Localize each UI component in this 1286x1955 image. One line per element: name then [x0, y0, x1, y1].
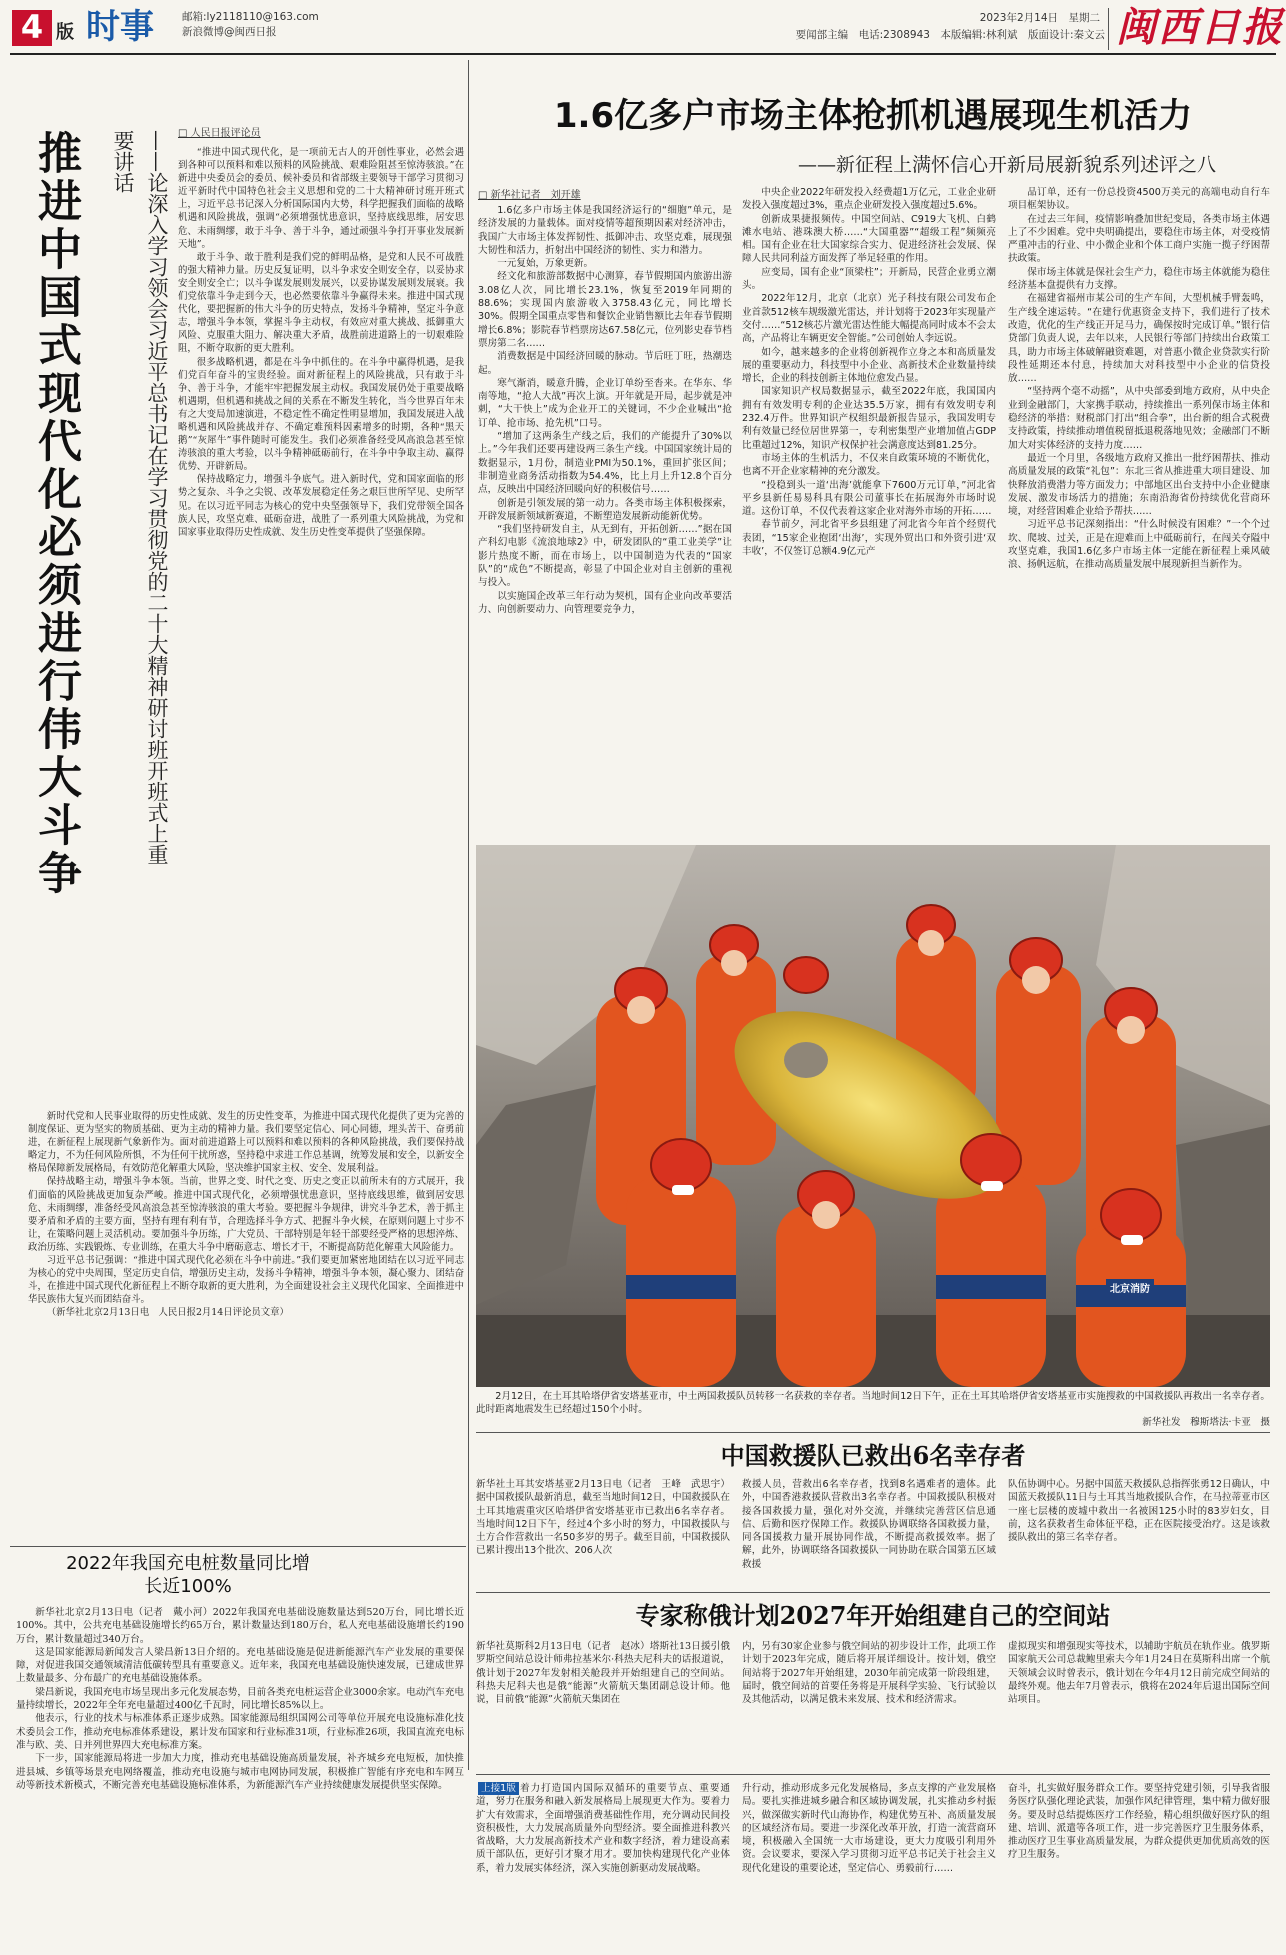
russia-rule [476, 1592, 1270, 1593]
paragraph: 市场主体的生机活力，不仅来自政策环境的不断优化，也离不开企业家精神的充分激发。 [742, 452, 996, 478]
column-divider [468, 60, 469, 1770]
rescue-col-1: 新华社土耳其安塔基亚2月13日电（记者 王峰 武思宇）据中国救援队最新消息，截至当地时间12日，中国救援队在土耳其地震重灾区哈塔伊省安塔基亚市已救出6名幸存者。当地时间12日下午，经过4个多小时的努力，中国救援队与土方合作营救出一名50多岁的男子。截至目前，中国救援队已累计搜出13个批次、206人次 [476, 1479, 730, 1557]
lead-story [470, 60, 1276, 860]
paragraph: 他表示，行业的技术与标准体系正逐步成熟。国家能源局组织国网公司等单位开展充电设施标准化技术委员会工作，推动充电标准体系建设，累计发布国家和行业标准31项，行业标准26项，我国直流充电标准与欧、美、日并列世界四大充电标准方案。 [16, 1713, 464, 1751]
paragraph: 寒气渐消，暖意升腾，企业订单纷至沓来。在华东、华南等地，“抢人大战”再次上演。开年就是开局，起步就是冲刺，“大干快上”成为企业开工的关键词，不少企业喊出“抢订单、抢市场、抢先机”口号。 [478, 377, 732, 429]
editorial-byline: □ 人民日报评论员 [178, 128, 261, 139]
paragraph: 创新成果捷报频传。中国空间站、C919大飞机、白鹤滩水电站、港珠澳大桥……“大国重器”“超级工程”频频亮相。国有企业在壮大国家综合实力、促进经济社会发展、保障人民共同利益方面发挥了举足轻重的作用。 [742, 213, 996, 265]
lead-col-1 [478, 204, 732, 864]
masthead-divider [1108, 8, 1109, 50]
contact-info [182, 10, 319, 40]
paragraph: 新华社北京2月13日电（记者 戴小河）2022年我国充电基础设施数量达到520万台，同比增长近100%。其中，公共充电基础设施增长约65万台，累计数量达到180万台，私人充电基础设施增长约190万台，累计数量超过340万台。 [16, 1607, 464, 1645]
charging-body [16, 1606, 464, 1946]
russia-col-1: 新华社莫斯科2月13日电（记者 赵冰）塔斯社13日援引俄罗斯空间站总设计师弗拉基米尔·科热夫尼科夫的话报道说，俄计划于2027年发射相关舱段并开始组建自己的空间站。科热夫尼科夫也是俄“能源”火箭航天集团副总设计师。他说，目前俄“能源”火箭航天集团在 [476, 1641, 730, 1706]
paragraph: 新时代党和人民事业取得的历史性成就、发生的历史性变革，为推进中国式现代化提供了更为完善的制度保证、更为坚实的物质基础、更为主动的精神力量。我们要坚定信心、同心同德，埋头苦干、奋勇前进，在新征程上展现新气象新作为。面对前进道路上可以预料和难以预料的各种风险挑战，我们要保持战略定力，不为任何风险所惧，不为任何干扰所惑，坚持稳中求进工作总基调，统筹发展和安全，以新安全格局保障新发展格局，有效防范化解重大风险，坚决维护国家主权、安全、发展利益。 [28, 1111, 464, 1175]
newspaper-name: 闽西日报 [1116, 4, 1284, 51]
paragraph: “增加了这两条生产线之后，我们的产能提升了30%以上。”今年我们还要再建设两三条生产线。中国国家统计局的数据显示，1月份，制造业PMI为50.1%，重回扩张区间；非制造业商务活动指数为54.4%，比上月上升12.8个百分点，反映出中国经济回暖向好的积极信号…… [478, 431, 732, 496]
photo-credit: 新华社发 穆斯塔法·卡亚 摄 [1142, 1417, 1270, 1428]
date-line: 2023年2月14日 星期二 [979, 12, 1100, 24]
rescue-photo-image [476, 845, 1270, 1387]
paragraph: 2022年12月，北京（北京）光子科技有限公司发布企业首款512核车规级激光雷达，并计划将于2023年实现量产交付……“512核芯片激光雷达性能大幅提高同时成本不会太高，产品将让车辆更安全智能。”公司创始人李远说。 [742, 293, 996, 345]
paragraph: “我们坚持研发自主，从无到有，开拓创新……”据在国产科幻电影《流浪地球2》中，研发团队的“重工业美学”让影片热度不断，而在市场上，以中国制造为代表的“国家队”的“成色”不断提高，彰显了中国企业对自主创新的重视与投入。 [478, 524, 732, 589]
paragraph: 消费数据是中国经济回暖的脉动。节后旺丁旺，热潮迭起。 [478, 351, 732, 376]
rescue-rule [476, 1432, 1270, 1433]
email[interactable]: ly2118110@163.com [206, 11, 319, 23]
lead-byline: □ 新华社记者 刘开雄 [478, 190, 581, 201]
paragraph: 在福建省福州市某公司的生产车间，大型机械手臂轰鸣，生产线全速运转。“在建行优惠资金支持下，我们进行了技术改造，优化的生产线正开足马力，确保按时完成订单。”银行信贷部门负责人说，去年以来，人民银行等部门持续出台政策工具，助力市场主体破解融资难题，对普惠小微企业贷款实行阶段性延期还本付息，持续加大对科技型中小企业的信贷投放…… [1008, 293, 1270, 385]
masthead-rule [10, 53, 1276, 55]
paragraph: 以实施国企改革三年行动为契机，国有企业向改革要活力、向创新要动力、向管理要竞争力， [478, 590, 732, 615]
page-unit: 版 [56, 22, 74, 43]
continued-tag: 上接1版 [478, 1782, 519, 1795]
editorial-subtitle: ——论深入学习领会习近平总书记在学习贯彻党的二十大精神研讨班开班式上重要讲话 [111, 130, 169, 865]
paragraph: 应变局，国有企业“顶梁柱”；开新局，民营企业勇立潮头。 [742, 266, 996, 292]
bottom-col-2: 升行动，推动形成多元化发展格局，多点支撑的产业发展格局。要扎实推进城乡融合和区域协调发展，扎实推动乡村振兴，做深做实新时代山海协作，构建优势互补、高质量发展的区域经济布局。要进一步深化改革开放，打造一流营商环境，积极融入全国统一大市场建设，更大力度吸引利用外资。会议要求，要深入学习贯彻习近平总书记关于社会主义现代化建设的重要论述，坚定信心、勇毅前行…… [742, 1783, 996, 1874]
editorial-title: 推进中国式现代化必须进行伟大斗争 [30, 130, 81, 898]
paragraph: 最近一个月里，各级地方政府又推出一批纾困帮扶、推动高质量发展的政策“礼包”：东北三省从推进重大项目建设、加快释放消费潜力等方面发力；中部地区出台支持中小企业健康发展、激发市场活力的措施；东南沿海省份持续优化营商环境，对经营困难企业给予帮扶…… [1008, 452, 1270, 518]
paragraph: 保持战略主动，增强斗争本领。当前，世界之变、时代之变、历史之变正以前所未有的方式展开，我们面临的风险挑战更加复杂严峻。推进中国式现代化，必须增强忧患意识，坚持底线思维，做到居安思危、未雨绸缪，准备经受风高浪急甚至惊涛骇浪的重大考验。要把握斗争规律，讲究斗争艺术，善于抓主要矛盾和矛盾的主要方面，坚持有理有利有节，合理选择斗争方式、把握斗争火候，在原则问题上寸步不让，在策略问题上灵活机动。要加强斗争历练，广大党员、干部特别是年轻干部要经受严格的思想淬炼、政治历练、实践锻炼、专业训练，在重大斗争中磨砺意志、增长才干，不断提高防范化解重大风险能力。 [28, 1176, 464, 1253]
editorial [10, 60, 466, 1319]
rescue-title: 中国救援队已救出6名幸存者 [720, 1441, 1026, 1470]
paragraph: 习近平总书记深刻指出：“什么时候没有困难？”一个个过坎、爬坡、过关，正是在迎难而上中砥砺前行，在闯关夺隘中攻坚克难，我国1.6亿多户市场主体一定能在新征程上乘风破浪、扬帆远航，在推动高质量发展中展现新担当新作为。 [1008, 519, 1270, 571]
bottom-col-3: 奋斗，扎实做好服务群众工作。要坚持党建引领，引导我省服务医疗队强化理论武装，加强作风纪律管理，集中精力做好服务。要及时总结提炼医疗工作经验，精心组织做好医疗队的组建、培训、派遣等各项工作，进一步完善医疗卫生服务体系，推动医疗卫生事业高质量发展，为群众提供更加优质高效的医疗卫生服务。 [1008, 1783, 1270, 1861]
russia-col-2: 内，另有30家企业参与俄空间站的初步设计工作，此项工作计划于2023年完成，随后将开展详细设计。按计划，俄空间站将于2027年开始组建，2030年前完成第一阶段组建，届时，俄空间站的首要任务将是开展科学实验、飞行试验以及其他活动，以满足俄未来发展、技术和经济需求。 [742, 1641, 996, 1706]
russia-title: 专家称俄计划2027年开始组建自己的空间站 [635, 1601, 1111, 1630]
editor-line: 要闻部主编 电话:2308943 本版编辑:林利斌 版面设计:秦文云 [795, 29, 1105, 41]
editorial-body-top [178, 146, 464, 1106]
photo-caption [476, 1390, 1270, 1432]
russia-col-3: 虚拟现实和增强现实等技术，以辅助宇航员在轨作业。俄罗斯国家航天公司总裁鲍里索夫今年1月24日在莫斯科出席一个航天领域会议时曾表示，俄计划在今年4月12日前完成空间站的最终外观。他去年7月曾表示，俄将在2024年后退出国际空间站项目。 [1008, 1641, 1270, 1706]
lead-title: 1.6亿多户市场主体抢抓机遇展现生机活力 [553, 96, 1193, 136]
bottom-col-1: 着力打造国内国际双循环的重要节点、重要通道，努力在服务和融入新发展格局上展现更大作为。要着力扩大有效需求，全面增强消费基础性作用，充分调动民间投资积极性，大力发展高质量外向型经济。要全面推进科教兴省战略，大力发展高新技术产业和数字经济，着力建设高素质干部队伍，更好引才聚才用才。要加快构建现代化产业体系，着力发展实体经济，深入实施创新驱动发展战略。 [476, 1783, 730, 1874]
weibo: 新浪微博@闽西日报 [182, 26, 277, 38]
section-name: 时事 [86, 7, 154, 47]
paragraph: （新华社北京2月13日电 人民日报2月14日评论员文章） [46, 1307, 289, 1319]
paragraph: 中央企业2022年研发投入经费超1万亿元，工业企业研发投入强度超过3%，重点企业研发投入强度超过5.6%。 [742, 187, 996, 212]
masthead [0, 0, 1286, 58]
paragraph: 梁昌新说，我国充电市场呈现出多元化发展态势，目前各类充电桩运营企业3000余家。电动汽车充电量持续增长，2022年全年充电量超过400亿千瓦时，同比增长85%以上。 [16, 1686, 464, 1712]
paragraph: “投稳到头一道‘出海’就能拿下7600万元订单，”河北省平乡县新任易易科具有限公司董事长在拓展海外市场时说道。这份订单，不仅代表着这家企业对海外市场的开拓…… [742, 479, 996, 518]
paragraph: 国家知识产权局数据显示，截至2022年底，我国国内拥有有效发明专利的企业达35.5万家，拥有有效发明专利232.4万件。世界知识产权组织最新报告显示，我国发明专利有效量已经位居世界第一，专利密集型产业增加值占GDP比重超过12%，知识产权保护社会满意度达到81.25分。 [742, 386, 996, 451]
page-number: 4 [20, 8, 44, 46]
paragraph: “坚持两个毫不动摇”，从中央部委到地方政府，从中央企业到金融部门，大家携手联动，持续推出一系列保市场主体和稳经济的举措：财税部门打出“组合拳”，出台新的组合式税费支持政策，持续推动增值税留抵退税落地见效；金融部门不断加大对实体经济的支持力度…… [1008, 386, 1270, 451]
paragraph: “推进中国式现代化，是一项前无古人的开创性事业，必然会遇到各种可以预料和难以预料的风险挑战、艰难险阻甚至惊涛骇浪。”在新进中央委员会的委员、候补委员和省部级主要领导干部学习贯彻习近平新时代中国特色社会主义思想和党的二十大精神研讨班开班式上，习近平总书记深入分析国际国内大势，科学把握我们面临的战略机遇和风险挑战，强调“必须增强忧患意识，坚持底线思维，居安思危、未雨绸缪，敢于斗争、善于斗争，通过顽强斗争打开事业发展新天地”。 [178, 147, 464, 250]
paragraph: 习近平总书记强调：“推进中国式现代化必须在斗争中前进。”我们要更加紧密地团结在以习近平同志为核心的党中央周围，坚定历史自信，增强历史主动，发扬斗争精神，增强斗争本领，凝心聚力、团结奋斗，在推进中国式现代化新征程上不断夺取新的更大胜利，为全面建设社会主义现代化国家、全面推进中华民族伟大复兴而团结奋斗。 [28, 1255, 464, 1306]
paragraph: 经文化和旅游部数据中心测算，春节假期国内旅游出游3.08亿人次，同比增长23.1%，恢复至2019年同期的88.6%；实现国内旅游收入3758.43亿元，同比增长30%。假期全国重点零售和餐饮企业销售额比去年春节假期增长6.8%；影院春节档票房达67.58亿元，位列影史春节档票房第二名…… [478, 271, 732, 349]
paragraph: 很多战略机遇，都是在斗争中抓住的。在斗争中赢得机遇，是我们党百年奋斗的宝贵经验。面对新征程上的风险挑战，只有敢于斗争、善于斗争，才能牢牢把握发展主动权。我国发展仍处于重要战略机遇期，但机遇和挑战之间的关系在不断发生转化，当今世界百年未有之大变局加速演进，不稳定性不确定性明显增加，我国发展进入战略机遇和风险挑战并存、不确定难预料因素增多的时期，各种“黑天鹅”“灰犀牛”事件随时可能发生。我们必须准备经受风高浪急甚至惊涛骇浪的重大考验，以斗争精神砥砺前行，在斗争中争取主动、赢得优势、开辟新局。 [178, 356, 464, 473]
paragraph: 在过去三年间，疫情影响叠加世纪变局，各类市场主体遇上了不少困难。党中央明确提出，要稳住市场主体，对受疫情严重冲击的行业、中小微企业和个体工商户实施一揽子纾困帮扶政策。 [1008, 213, 1270, 265]
paragraph: 如今，越来越多的企业将创新视作立身之本和高质量发展的重要驱动力，科技型中小企业、高新技术企业数量持续增长，企业的科技创新主体地位愈发凸显。 [742, 346, 996, 385]
bottom-rule [476, 1774, 1270, 1775]
rescue-col-2: 救援人员，营救出6名幸存者，找到8名遇难者的遗体。此外，中国香港救援队营救出3名幸存者。中国救援队积极对接各国救援力量，强化对外交流，并继续完善营区信息通信、后勤和医疗保障工作。救援队协调联络各国救援力量，同各国援救力量开展协同作战，不断提高救援效率。据了解，此外，协调联络各国救援队一同协助在联合国第五区域救援 [742, 1479, 996, 1570]
paragraph: 春节前夕，河北省平乡县组建了河北省今年首个经贸代表团，“15家企业抱团‘出海’，实现外贸出口和外资引进‘双丰收’，不仅签订总额4.9亿元产 [742, 519, 996, 558]
charging-rule [10, 1546, 466, 1547]
paragraph: 一元复始，万象更新。 [497, 258, 594, 270]
paragraph: 敢于斗争、敢于胜利是我们党的鲜明品格，是党和人民不可战胜的强大精神力量。历史反复证明，以斗争求安全则安全存，以妥协求安全则安全亡；以斗争谋发展则发展兴，以妥协谋发展则发展衰。我们党依靠斗争走到今天，也必然要依靠斗争赢得未来。推进中国式现代化，要把握新的伟大斗争的历史特点，发扬斗争精神，坚定斗争意志，增强斗争本领，掌握斗争主动权，有效应对重大挑战、抵御重大风险、克服重大阻力、解决重大矛盾，战胜前进道路上的一切艰难险阻，不断夺取新的更大胜利。 [178, 251, 464, 355]
paragraph: 1.6亿多户市场主体是我国经济运行的“细胞”单元，是经济发展的力量载体。面对疫情等超预期因素对经济冲击，我国广大市场主体发挥韧性、抵御冲击、攻坚克难，展现强大韧性和活力，折射出中国经济的韧性、实力和潜力。 [478, 205, 732, 256]
paragraph: 保持战略定力，增强斗争底气。进入新时代，党和国家面临的形势之复杂、斗争之尖锐、改革发展稳定任务之艰巨世所罕见、史所罕见。在以习近平同志为核心的党中央坚强领导下，我们党带领全国各族人民，攻坚克难、砥砺奋进，战胜了一系列重大风险挑战，为党和国家事业取得历史性成就、发生历史性变革提供了坚强保障。 [178, 474, 464, 538]
helmet-label: 北京消防 [1106, 1279, 1154, 1296]
paragraph: 这是国家能源局新闻发言人梁昌新13日介绍的。充电基础设施是促进新能源汽车产业发展的重要保障，对促进我国交通领域清洁低碳转型具有重要意义。近年来，我国充电基础设施快速发展，已建成世界上数量最多、分布最广的充电基础设施体系。 [16, 1646, 464, 1685]
charging-title: 2022年我国充电桩数量同比增长近100% [66, 1553, 310, 1597]
paragraph: 保市场主体就是保社会生产力，稳住市场主体就能为稳住经济基本盘提供有力支撑。 [1008, 266, 1270, 292]
lead-col-2 [742, 186, 996, 864]
paragraph: 品订单，还有一份总投资4500万美元的高端电动自行车项目框架协议。 [1008, 187, 1270, 212]
editorial-body-bottom [28, 1110, 464, 1600]
rescue-photo [476, 845, 1270, 1387]
paragraph: 创新是引领发展的第一动力。各类市场主体积极探索，开辟发展新领域新赛道，不断塑造发展新动能新优势。 [478, 497, 732, 522]
lead-subtitle: ——新征程上满怀信心开新局展新貌系列述评之八 [797, 154, 1216, 176]
rescue-col-3: 队伍协调中心。另据中国蓝天救援队总指挥张勇12日确认，中国蓝天救援队11日与土耳其当地救援队合作，在马拉蒂亚市区一座七层楼的废墟中救出一名被困125小时的83岁妇女，目前，这名获救者生命体征平稳，正在医院接受治疗。这是该救援队救出的第三名幸存者。 [1008, 1479, 1270, 1544]
email-label: 邮箱: [182, 11, 207, 23]
paragraph: 下一步，国家能源局将进一步加大力度，推动充电基础设施高质量发展，补齐城乡充电短板，加快推进县城、乡镇等场景充电网络覆盖，推动充电设施与城市电网协同发展，积极推广智能有序充电和车网互动等新技术新模式，不断完善充电基础设施标准体系，为新能源汽车产业持续健康发展提供坚实保障。 [16, 1753, 464, 1791]
photo-caption-text: 2月12日，在土耳其哈塔伊省安塔基亚市，中土两国救援队员转移一名获救的幸存者。当地时间12日下午，正在土耳其哈塔伊省安塔基亚市实施搜救的中国救援队再救出一名幸存者。此时距离地震发生已经超过150个小时。 [476, 1391, 1270, 1415]
lead-col-3 [1008, 186, 1270, 864]
